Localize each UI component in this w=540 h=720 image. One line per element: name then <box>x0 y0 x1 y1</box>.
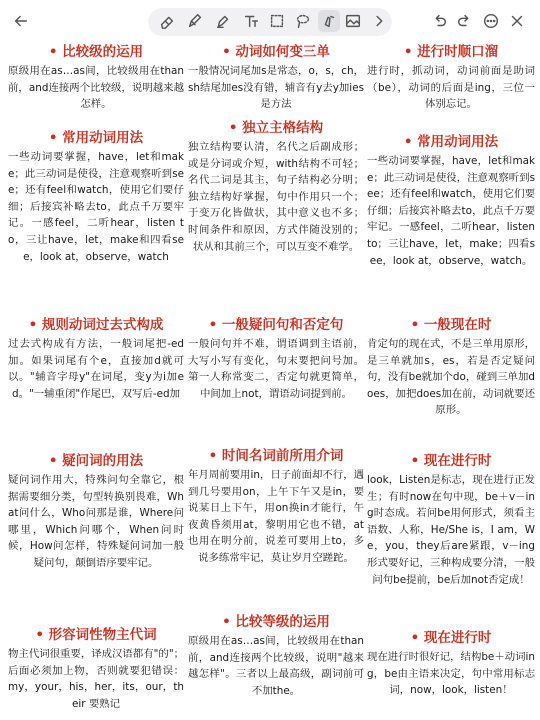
more-icon[interactable] <box>480 10 502 32</box>
section-body: 独立结构要认清，名代之后副成形；或是分词或介短，with结构不可轻；名代二词是其主，句子结构必分明；独立结构好掌握，句中作用只一个；于变万化皆做状，其中意义也不多；时间条件和原因，方式伴随没别的；状从和其前三个，可以互变不难学。 <box>188 141 364 253</box>
section-title: • 一般疑问句和否定句 <box>208 317 344 333</box>
section-title: • 规则动词过去式构成 <box>28 317 164 333</box>
section-title: • 疑问词的用法 <box>48 453 144 469</box>
section-present-progressive-2 <box>367 630 535 720</box>
image-icon[interactable] <box>342 10 364 32</box>
text-icon[interactable] <box>240 10 262 32</box>
close-icon[interactable] <box>506 10 528 32</box>
select-icon[interactable] <box>266 10 288 32</box>
lasso-icon[interactable] <box>292 10 314 32</box>
section-title: • 形容词性物主代词 <box>35 627 157 643</box>
section-comparative-usage <box>8 44 184 128</box>
section-question-negative <box>188 317 364 437</box>
section-present-progressive <box>367 453 535 625</box>
toolbar <box>0 0 540 42</box>
marker-icon[interactable] <box>212 10 234 32</box>
section-common-verbs-2 <box>367 134 535 309</box>
section-progressive-rhyme <box>367 44 535 130</box>
section-title: • 一般现在时 <box>410 317 492 333</box>
notes-page <box>0 42 540 720</box>
highlighter-icon[interactable] <box>318 10 340 32</box>
section-body: 年月周前要用in，日子前面却不行，遇到几号要用on，上午下午又是in，要说某日上下午，用on换in才能行，午夜黄昏须用at，黎明用它也不错，at也用在明分前，说差可要用上to，多说多练常牢记，莫让岁月空蹉跎。 <box>188 469 364 564</box>
section-title: • 时间名词前所用介词 <box>208 448 344 464</box>
section-independent-nominative <box>188 120 364 316</box>
section-title: • 现在进行时 <box>410 453 492 469</box>
eraser-icon[interactable] <box>156 10 178 32</box>
section-title: • 进行时顺口溜 <box>403 44 499 60</box>
arrow-left-icon[interactable] <box>10 10 32 32</box>
section-simple-present <box>367 317 535 445</box>
section-title: • 比较等级的运用 <box>222 614 330 630</box>
section-possessive-pronouns <box>8 627 184 720</box>
chevron-right-icon[interactable] <box>368 10 390 32</box>
section-body: 物主代词很重要，译成汉语都有"的"；后面必须加上物，否则就要犯错误：my，your，his，her，its，our，their 要熟记 <box>8 648 184 710</box>
undo-icon[interactable] <box>428 10 450 32</box>
section-body: 一般问句并不难，谓语调到主语前，大写小写有变化，句末要把问号加。第一人称常变二，否定句就更简单，中间加上not，谓语动词提到前。 <box>188 338 364 400</box>
redo-icon[interactable] <box>454 10 476 32</box>
section-comparison-degrees <box>188 614 364 720</box>
section-title: • 独立主格结构 <box>228 120 324 136</box>
pen-icon[interactable] <box>184 10 206 32</box>
section-body: 一般情况词尾加s是常态，o，s，ch，sh结尾加es没有错，辅音有y去y加ies是方法 <box>188 65 364 111</box>
section-interrogative-words <box>8 453 184 623</box>
section-body: 一些动词要掌握，have，let和make；此三动词是使役，注意观察听到see；还有feel和watch，使用它们要仔细；后接宾补略去to，此点千万要牢记。一感feel，二听hear，listen to；三让have，let，make；四看see，look at，observe，watch。 <box>367 155 535 267</box>
section-regular-past-tense <box>8 317 184 442</box>
section-common-verbs <box>8 130 184 308</box>
section-body: 现在进行时很好记，结构be＋动词ing，be由主语来决定，句中常用标志词，now，look，listen！ <box>367 651 535 697</box>
section-body: 肯定句的现在式，不是三单用原形，是三单就加s，es，若是否定疑问句，没有be就加个do，碰到三单加does，加把does加在前，动词就要还原形。 <box>367 338 535 417</box>
section-body: look，Listen是标志，现在进行正发生；有时now在句中现，be＋v－ing时态成。若问be用何形式，须看主语数、人称，He/She is，I am，We，you，they后are紧跟，v－ing形式要好记，三种构成要分清，一般问句be提前，be后加not否定成！ <box>367 474 535 586</box>
section-body: 一些动词要掌握，have，let和make；此三动词是使役，注意观察听到see；还有feel和watch，使用它们要仔细；后接宾补略去to，此点千万要牢记。一感feel，二听hear，listen to，三让have，let，make和四看see，look at，observe，watch <box>8 151 184 263</box>
section-body: 进行时，抓动词，动词前面是助词（be），动词的后面是ing，三位一体别忘记。 <box>367 65 535 111</box>
section-title: • 动词如何变三单 <box>222 44 330 60</box>
section-time-prepositions <box>188 448 364 608</box>
section-title: • 比较级的运用 <box>48 44 144 60</box>
section-body: 过去式构成有方法，一般词尾把-ed加。如果词尾有个e，直接加d就可以。"辅音字母y"在词尾，变y为i加ed。"一辅重闭"作尾巴，双写后-ed加 <box>8 338 184 400</box>
section-body: 原级用在as…as间，比较级用在than前，and连接两个比较级，说明越来越怎样。 <box>8 65 184 111</box>
section-body: 原级用在as…as间，比较级用在than前，and连接两个比较级，说明"越来越怎样"。三者以上最高级，副词前可不加the。 <box>188 635 364 697</box>
section-title: • 现在进行时 <box>410 630 492 646</box>
section-body: 疑问词作用大，特殊问句全靠它，根据需要细分类，句型转换别畏难，What问什么，Who问那是谁，Where问哪里，Which问哪个，When问时候，How问怎样，特殊疑问词加一般疑问句，颠倒语序要牢记。 <box>8 474 184 569</box>
section-title: • 常用动词用法 <box>48 130 144 146</box>
section-verb-third-singular <box>188 44 364 114</box>
section-title: • 常用动词用法 <box>403 134 499 150</box>
